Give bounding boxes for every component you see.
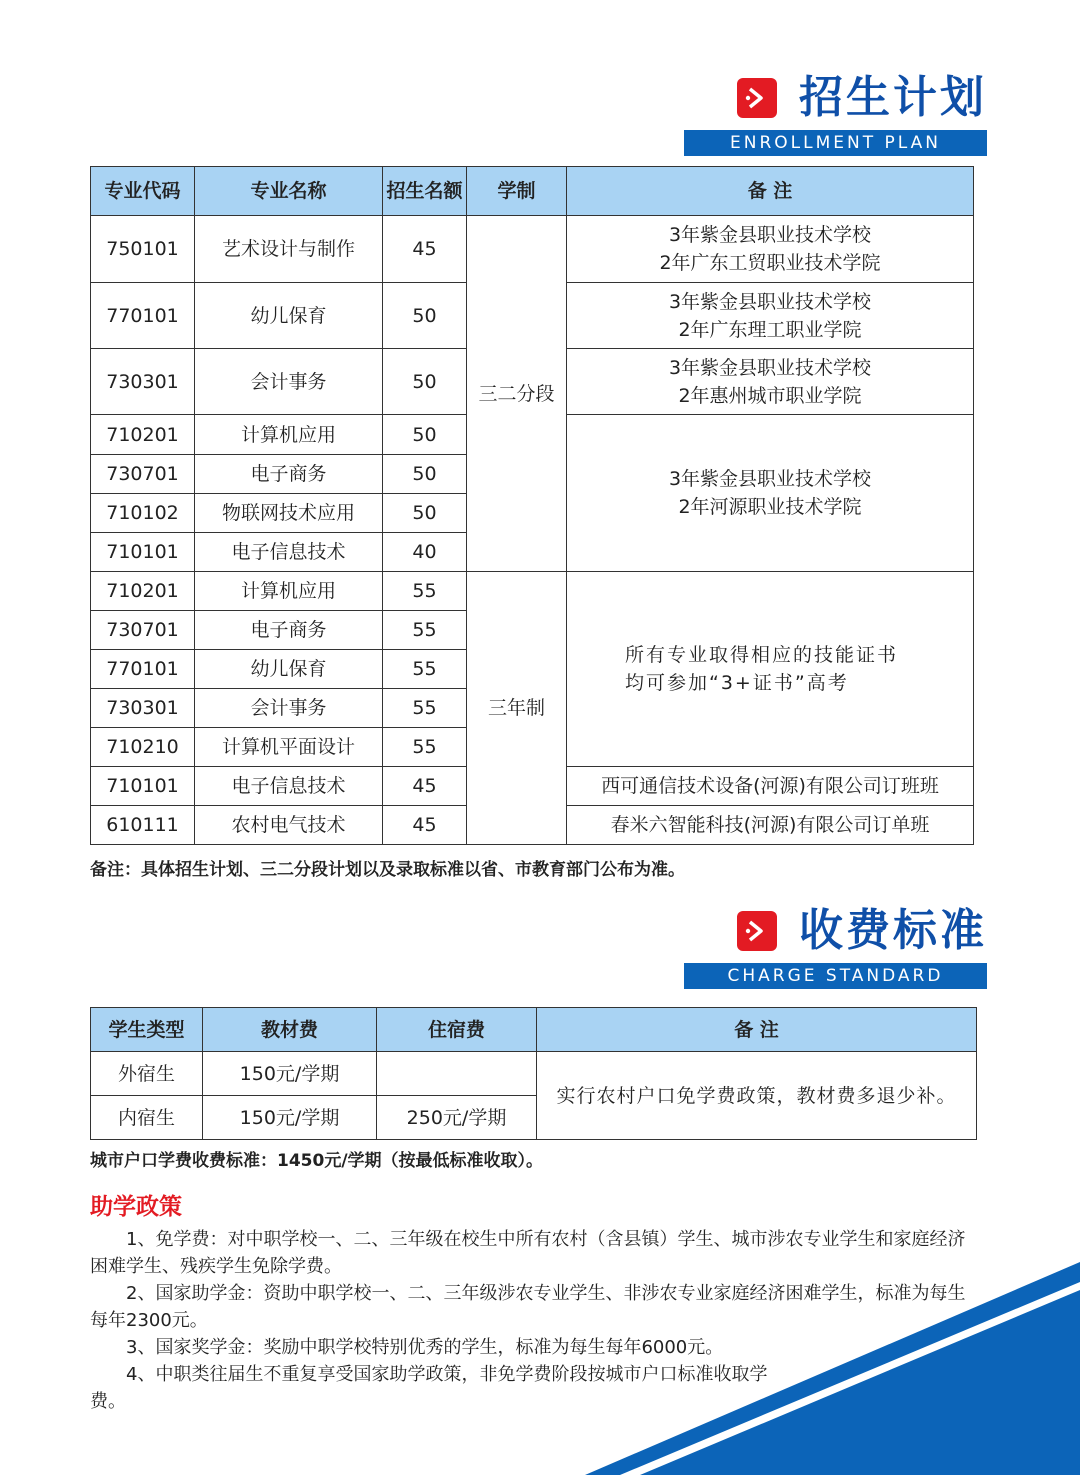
quota-cell: 40 (383, 533, 467, 572)
code-cell: 730701 (91, 611, 195, 650)
list-item: 1、免学费：对中职学校一、二、三年级在校生中所有农村（含县镇）学生、城市涉农专业学生和家庭经济困难学生、残疾学生免除学费。 (90, 1229, 966, 1277)
dorm-fee-cell (377, 1052, 537, 1096)
type-cell: 外宿生 (91, 1052, 203, 1096)
code-cell: 710101 (91, 533, 195, 572)
list-item: 2、国家助学金：资助中职学校一、二、三年级涉农专业学生、非涉农专业家庭经济困难学生，标准为每生每年2300元。 (90, 1283, 966, 1331)
quota-cell: 45 (383, 806, 467, 845)
header-remark: 备 注 (537, 1008, 977, 1052)
name-cell: 会计事务 (195, 349, 383, 415)
header-dorm-fee: 住宿费 (377, 1008, 537, 1052)
code-cell: 710201 (91, 572, 195, 611)
code-cell: 770101 (91, 650, 195, 689)
policy-list (90, 1226, 980, 1415)
name-cell: 电子信息技术 (195, 533, 383, 572)
quota-cell: 55 (383, 728, 467, 767)
charge-header (684, 905, 987, 989)
header-code: 专业代码 (91, 167, 195, 216)
name-cell: 幼儿保育 (195, 650, 383, 689)
code-cell: 750101 (91, 216, 195, 283)
name-cell: 计算机应用 (195, 415, 383, 455)
code-cell: 710201 (91, 415, 195, 455)
enrollment-note: 备注：具体招生计划、三二分段计划以及录取标准以省、市教育部门公布为准。 (90, 860, 685, 880)
code-cell: 730301 (91, 689, 195, 728)
list-item: 3、国家奖学金：奖励中职学校特别优秀的学生，标准为每生每年6000元。 (126, 1337, 724, 1358)
code-cell: 710102 (91, 494, 195, 533)
name-cell: 电子商务 (195, 455, 383, 494)
policy-title: 助学政策 (90, 1194, 182, 1220)
quota-cell: 50 (383, 349, 467, 415)
quota-cell: 55 (383, 689, 467, 728)
table-row (91, 1052, 977, 1096)
name-cell: 幼儿保育 (195, 283, 383, 349)
remark-cell: 所有专业取得相应的技能证书 均可参加“3+证书”高考 (567, 572, 974, 767)
book-fee-cell: 150元/学期 (203, 1052, 377, 1096)
charge-title: 收费标准 (799, 905, 987, 956)
enrollment-title: 招生计划 (799, 72, 987, 123)
charge-table (90, 1007, 977, 1140)
system-cell: 三二分段 (467, 216, 567, 572)
name-cell: 计算机平面设计 (195, 728, 383, 767)
list-item: 4、中职类往届生不重复享受国家助学政策，非免学费阶段按城市户口标准收取学费。 (90, 1364, 768, 1412)
code-cell: 710101 (91, 767, 195, 806)
type-cell: 内宿生 (91, 1096, 203, 1140)
remark-cell: 3年紫金县职业技术学校 2年河源职业技术学院 (567, 415, 974, 572)
code-cell: 770101 (91, 283, 195, 349)
charge-note: 城市户口学费收费标准：1450元/学期（按最低标准收取）。 (90, 1151, 544, 1171)
quota-cell: 55 (383, 650, 467, 689)
dorm-fee-cell: 250元/学期 (377, 1096, 537, 1140)
name-cell: 电子商务 (195, 611, 383, 650)
name-cell: 农村电气技术 (195, 806, 383, 845)
name-cell: 艺术设计与制作 (195, 216, 383, 283)
book-fee-cell: 150元/学期 (203, 1096, 377, 1140)
quota-cell: 50 (383, 283, 467, 349)
remark-cell: 春米六智能科技(河源)有限公司订单班 (567, 806, 974, 845)
remark-cell: 西可通信技术设备(河源)有限公司订班班 (567, 767, 974, 806)
name-cell: 物联网技术应用 (195, 494, 383, 533)
name-cell: 电子信息技术 (195, 767, 383, 806)
header-student-type: 学生类型 (91, 1008, 203, 1052)
remark-cell: 3年紫金县职业技术学校 2年惠州城市职业学院 (567, 349, 974, 415)
code-cell: 610111 (91, 806, 195, 845)
quota-cell: 45 (383, 216, 467, 283)
enrollment-subtitle: ENROLLMENT PLAN (684, 130, 987, 156)
system-cell: 三年制 (467, 572, 567, 845)
header-book-fee: 教材费 (203, 1008, 377, 1052)
quota-cell: 55 (383, 611, 467, 650)
quota-cell: 50 (383, 455, 467, 494)
charge-subtitle: CHARGE STANDARD (684, 963, 987, 989)
play-icon (737, 911, 777, 951)
code-cell: 730301 (91, 349, 195, 415)
quota-cell: 50 (383, 415, 467, 455)
remark-cell: 3年紫金县职业技术学校 2年广东工贸职业技术学院 (567, 216, 974, 283)
name-cell: 计算机应用 (195, 572, 383, 611)
header-name: 专业名称 (195, 167, 383, 216)
quota-cell: 55 (383, 572, 467, 611)
table-row (91, 216, 974, 283)
quota-cell: 45 (383, 767, 467, 806)
name-cell: 会计事务 (195, 689, 383, 728)
code-cell: 710210 (91, 728, 195, 767)
play-icon (737, 78, 777, 118)
table-header-row (91, 167, 974, 216)
quota-cell: 50 (383, 494, 467, 533)
header-quota: 招生名额 (383, 167, 467, 216)
code-cell: 730701 (91, 455, 195, 494)
header-remark: 备 注 (567, 167, 974, 216)
table-header-row (91, 1008, 977, 1052)
header-system: 学制 (467, 167, 567, 216)
remark-cell: 实行农村户口免学费政策，教材费多退少补。 (537, 1052, 977, 1140)
table-row (91, 572, 974, 611)
remark-cell: 3年紫金县职业技术学校 2年广东理工职业学院 (567, 283, 974, 349)
enrollment-table (90, 166, 974, 845)
enrollment-header (684, 72, 987, 156)
